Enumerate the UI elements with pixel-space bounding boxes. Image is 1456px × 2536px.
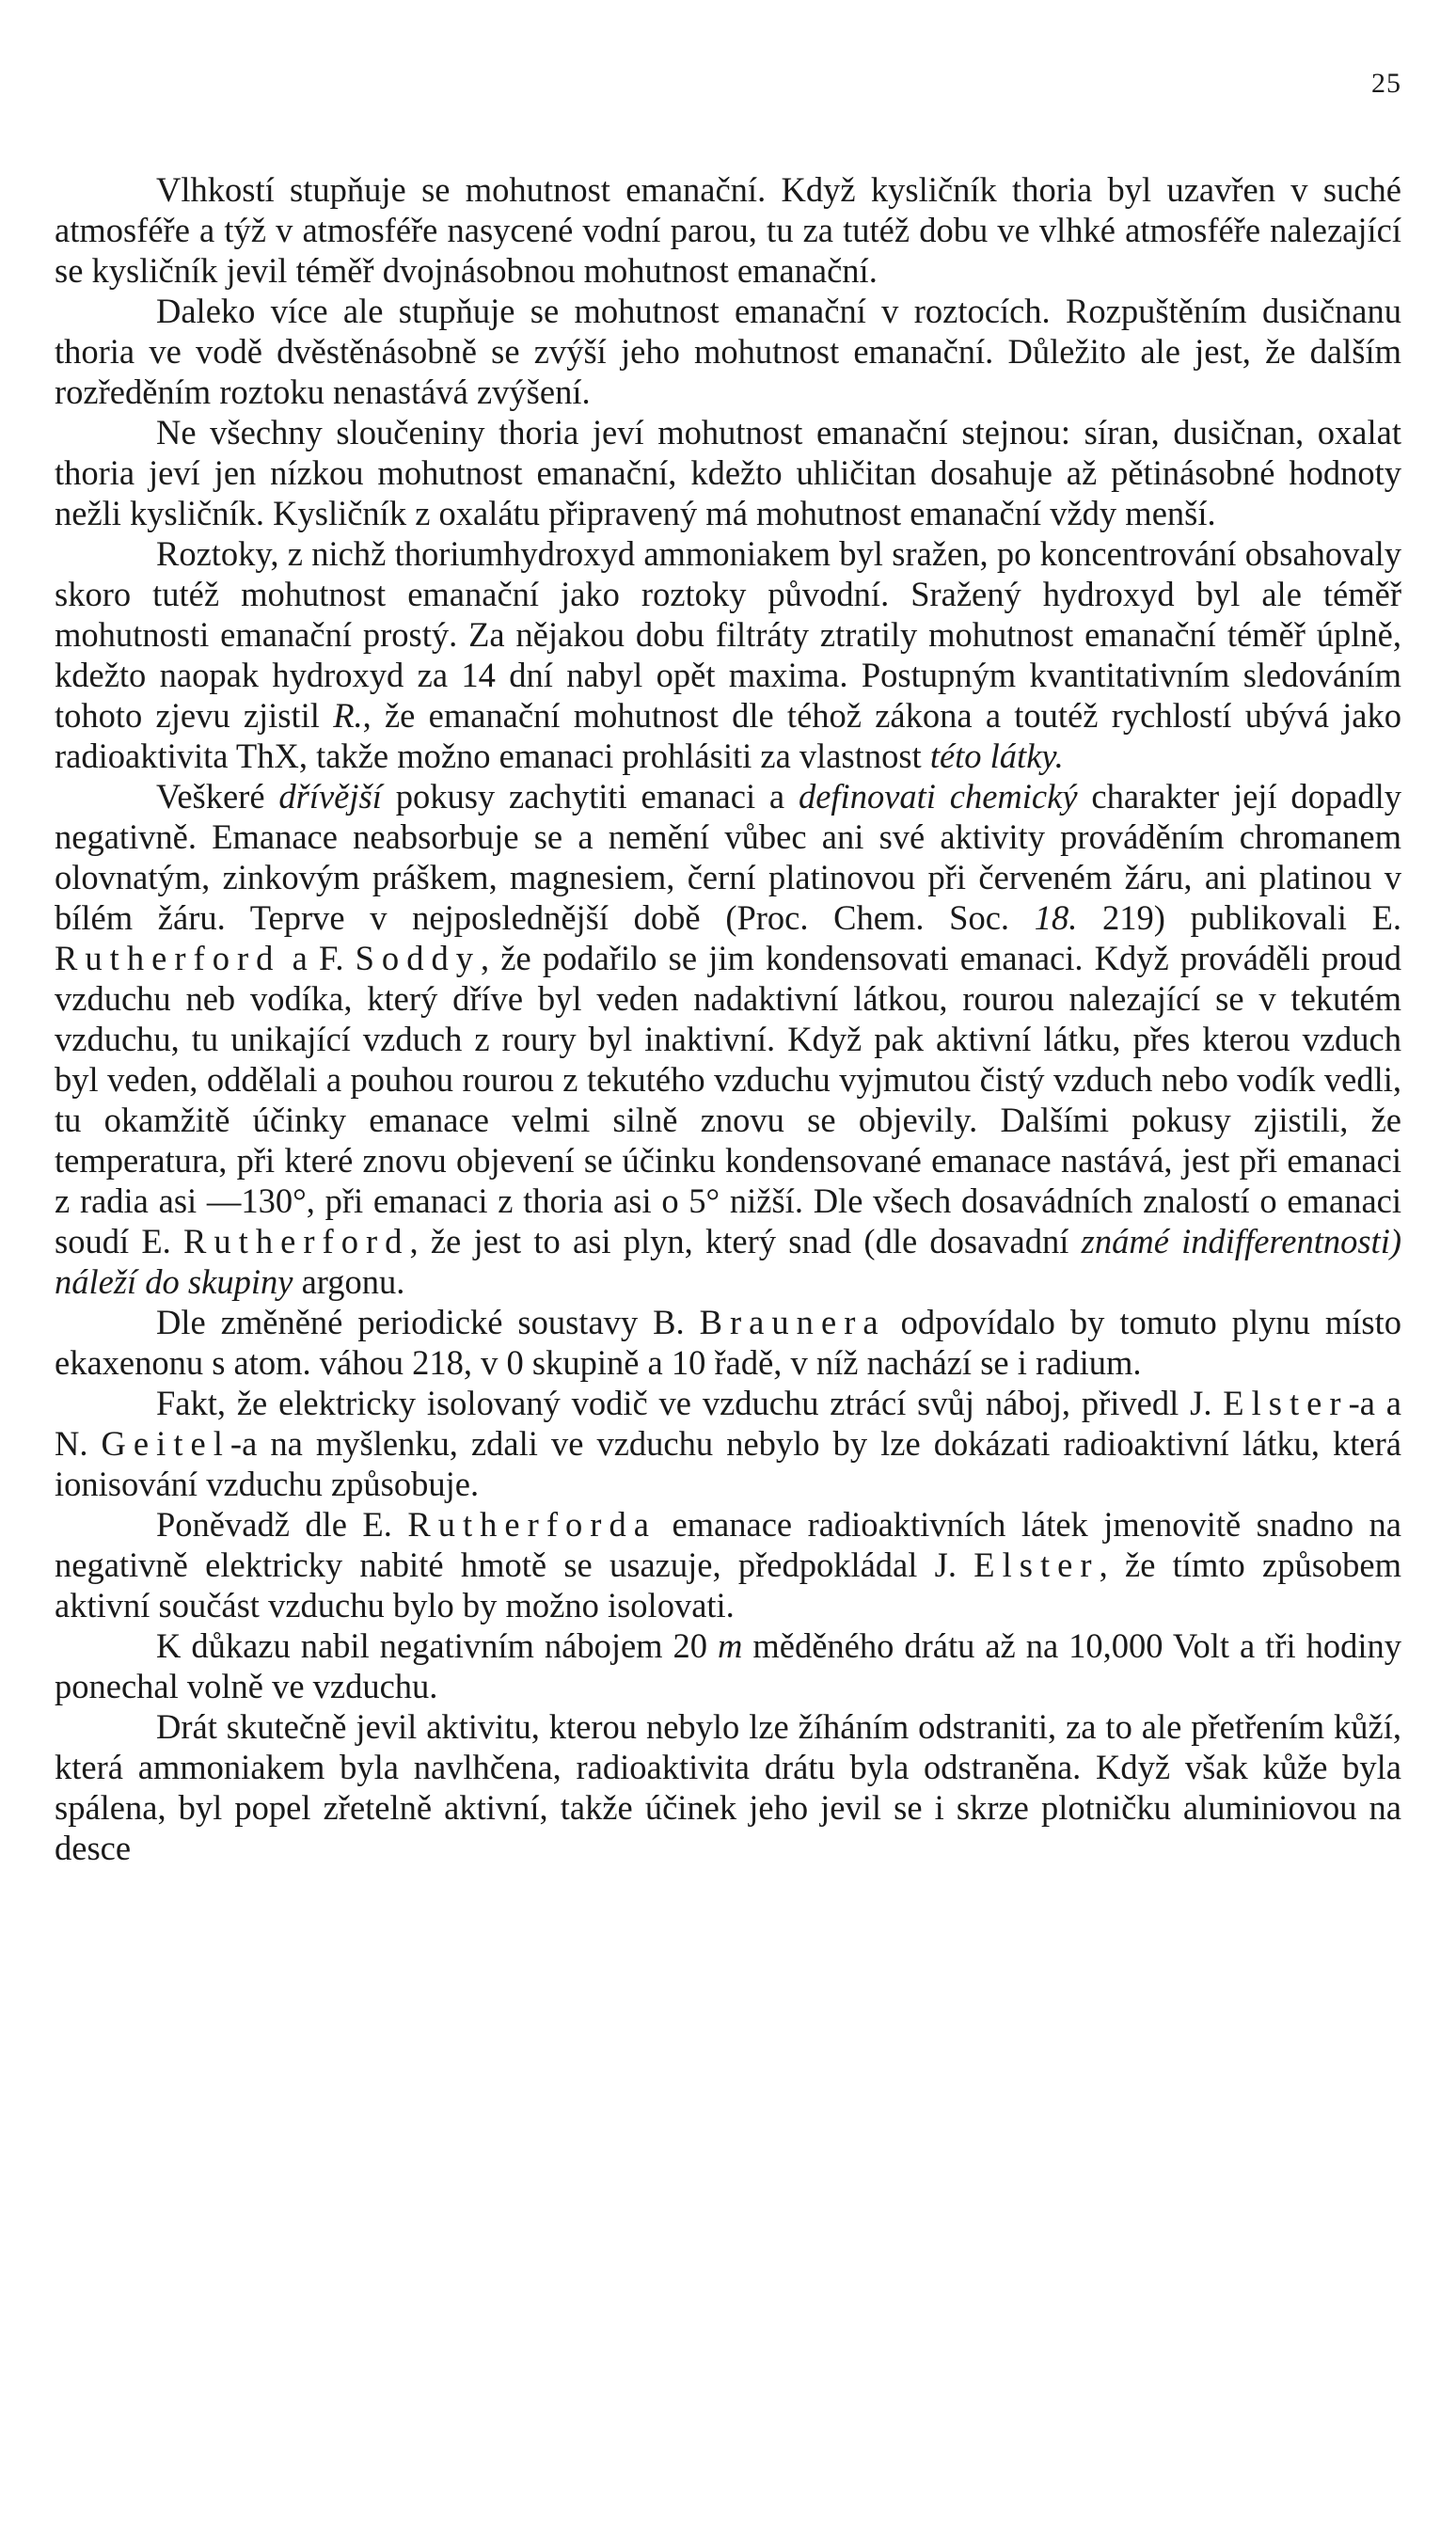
spaced-name: Geitel bbox=[101, 1424, 230, 1463]
text-run: K důkazu nabil negativním nábojem 20 bbox=[156, 1626, 719, 1665]
text-run: Fakt, že elektricky isolovaný vodič ve vzduchu ztrácí svůj náboj, přivedl J. bbox=[156, 1384, 1224, 1422]
text-run: Daleko více ale stupňuje se mohutnost emanační v roztocích. Rozpuštěním dusičnanu thoria ve vodě dvěstěnásobně se zvýší jeho mohutnost emanační. Důležito ale jest, že dalším rozředěním roztoku nenastává zvýšení. bbox=[55, 292, 1401, 411]
paragraph bbox=[55, 1504, 1401, 1625]
text-run: Dle změněné periodické soustavy B. bbox=[156, 1303, 700, 1341]
text-run: , že emanační mohutnost dle téhož zákona a toutéž rychlostí ubývá jako radioaktivita ThX, takže možno emanaci prohlásiti za vlastnost bbox=[55, 696, 1401, 775]
text-run: argonu. bbox=[293, 1262, 405, 1301]
italic-text: m bbox=[718, 1626, 743, 1665]
text-run: a F. bbox=[280, 939, 356, 977]
spaced-name: Elster bbox=[1223, 1384, 1349, 1422]
body-text bbox=[55, 169, 1401, 1868]
text-run: pokusy zachytiti emanaci a bbox=[381, 777, 799, 816]
text-run: Ne všechny sloučeniny thoria jeví mohutnost emanační stejnou: síran, dusičnan, oxalat thoria jeví jen nízkou mohutnost emanační, kdežto uhličitan dosahuje až pětinásobné hodnoty nežli kysličník. Kysličník z oxalátu připravený má mohutnost emanační vždy menší. bbox=[55, 413, 1401, 532]
italic-text: této látky. bbox=[929, 737, 1064, 775]
text-run: 219) publikovali E. bbox=[1077, 898, 1401, 937]
text-run: , že jest to asi plyn, který snad (dle dosavadní bbox=[409, 1222, 1082, 1260]
text-run: Drát skutečně jevil aktivitu, kterou nebylo lze žíháním odstraniti, za to ale přetřením kůží, která ammoniakem byla navlhčena, radioaktivita drátu byla odstraněna. Když však kůže byla spálena, byl popel zřetelně aktivní, takže účinek jeho jevil se i skrze plotničku aluminiovou na desce bbox=[55, 1707, 1401, 1867]
paragraph bbox=[55, 776, 1401, 1302]
text-run: -a a N. bbox=[55, 1384, 1401, 1463]
italic-text: R. bbox=[333, 696, 363, 735]
text-run: Poněvadž dle E. bbox=[156, 1505, 408, 1544]
paragraph bbox=[55, 1383, 1401, 1504]
italic-text: definovati chemický bbox=[798, 777, 1078, 816]
paragraph bbox=[55, 291, 1401, 412]
paragraph bbox=[55, 533, 1401, 776]
text-run: -a na myšlenku, zdali ve vzduchu nebylo by lze dokázati radioaktivní látku, která ionisování vzduchu způsobuje. bbox=[55, 1424, 1401, 1503]
italic-text: 18. bbox=[1034, 898, 1078, 937]
text-run: charakter její dopadly negativně. Emanace neabsorbuje se a nemění vůbec ani své aktivity prováděním chromanem olovnatým, zinkovým práškem, magnesiem, černí platinovou při červeném žáru, ani platinou v bílém žáru. Teprve v nejposlednější době (Proc. Chem. Soc. bbox=[55, 777, 1402, 937]
page-number: 25 bbox=[1371, 68, 1401, 99]
text-run: Veškeré bbox=[156, 777, 279, 816]
spaced-name: Rutherford bbox=[183, 1222, 410, 1260]
spaced-name: Rutherford bbox=[55, 939, 281, 977]
text-run: měděného drátu až na 10,000 Volt a tři hodiny ponechal volně ve vzduchu. bbox=[55, 1626, 1401, 1705]
paragraph bbox=[55, 1302, 1401, 1383]
text-run: , že podařilo se jim kondensovati emanaci. Když prováděli proud vzduchu neb vodíka, který dříve byl veden nadaktivní látkou, rourou nalezající se v tekutém vzduchu, tu unikající vzduch z roury byl inaktivní. Když pak aktivní látku, přes kterou vzduch byl veden, oddělali a pouhou rourou z tekutého vzduchu vyjmutou čistý vzduch nebo vodík vedli, tu okamžitě účinky emanace velmi silně znovu se objevily. Dalšími pokusy zjistili, že temperatura, při které znovu objevení se účinku kondensované emanace nastává, jest při emanaci z radia asi —130°, při emanaci z thoria asi o 5° nižší. Dle všech dosavádních znalostí o emanaci soudí E. bbox=[55, 939, 1401, 1260]
spaced-name: Soddy bbox=[355, 939, 482, 977]
spaced-name: Rutherforda bbox=[407, 1505, 657, 1544]
paragraph bbox=[55, 1625, 1401, 1706]
paragraph bbox=[55, 169, 1401, 291]
text-run: emanace radioaktivních látek jmenovitě snadno na negativně elektricky nabité hmotě se usazuje, předpokládal J. bbox=[55, 1505, 1401, 1584]
italic-text: dřívější bbox=[278, 777, 382, 816]
spaced-name: Braunera bbox=[699, 1303, 886, 1341]
paragraph bbox=[55, 1706, 1401, 1868]
italic-text: známé indifferentnosti) náleží do skupiny bbox=[55, 1222, 1401, 1301]
spaced-name: Elster bbox=[973, 1545, 1100, 1584]
text-run: Vlhkostí stupňuje se mohutnost emanační. Když kysličník thoria byl uzavřen v suché atmosféře a týž v atmosféře nasycené vodní parou, tu za tutéž dobu ve vlhké atmosféře nalezající se kysličník jevil téměř dvojnásobnou mohutnost emanační. bbox=[55, 170, 1401, 290]
text-run: odpovídalo by tomuto plynu místo ekaxenonu s atom. váhou 218, v 0 skupině a 10 řadě, v níž nachází se i radium. bbox=[55, 1303, 1401, 1382]
text-run: , že tímto způsobem aktivní součást vzduchu bylo by možno isolovati. bbox=[55, 1545, 1401, 1625]
text-run: Roztoky, z nichž thoriumhydroxyd ammoniakem byl sražen, po koncentrování obsahovaly skoro tutéž mohutnost emanační jako roztoky původní. Sražený hydroxyd byl ale téměř mohutnosti emanační prostý. Za nějakou dobu filtráty ztratily mohutnost emanační téměř úplně, kdežto naopak hydroxyd za 14 dní nabyl opět maxima. Postupným kvantitativním sledováním tohoto zjevu zjistil bbox=[55, 534, 1401, 735]
paragraph bbox=[55, 412, 1401, 533]
